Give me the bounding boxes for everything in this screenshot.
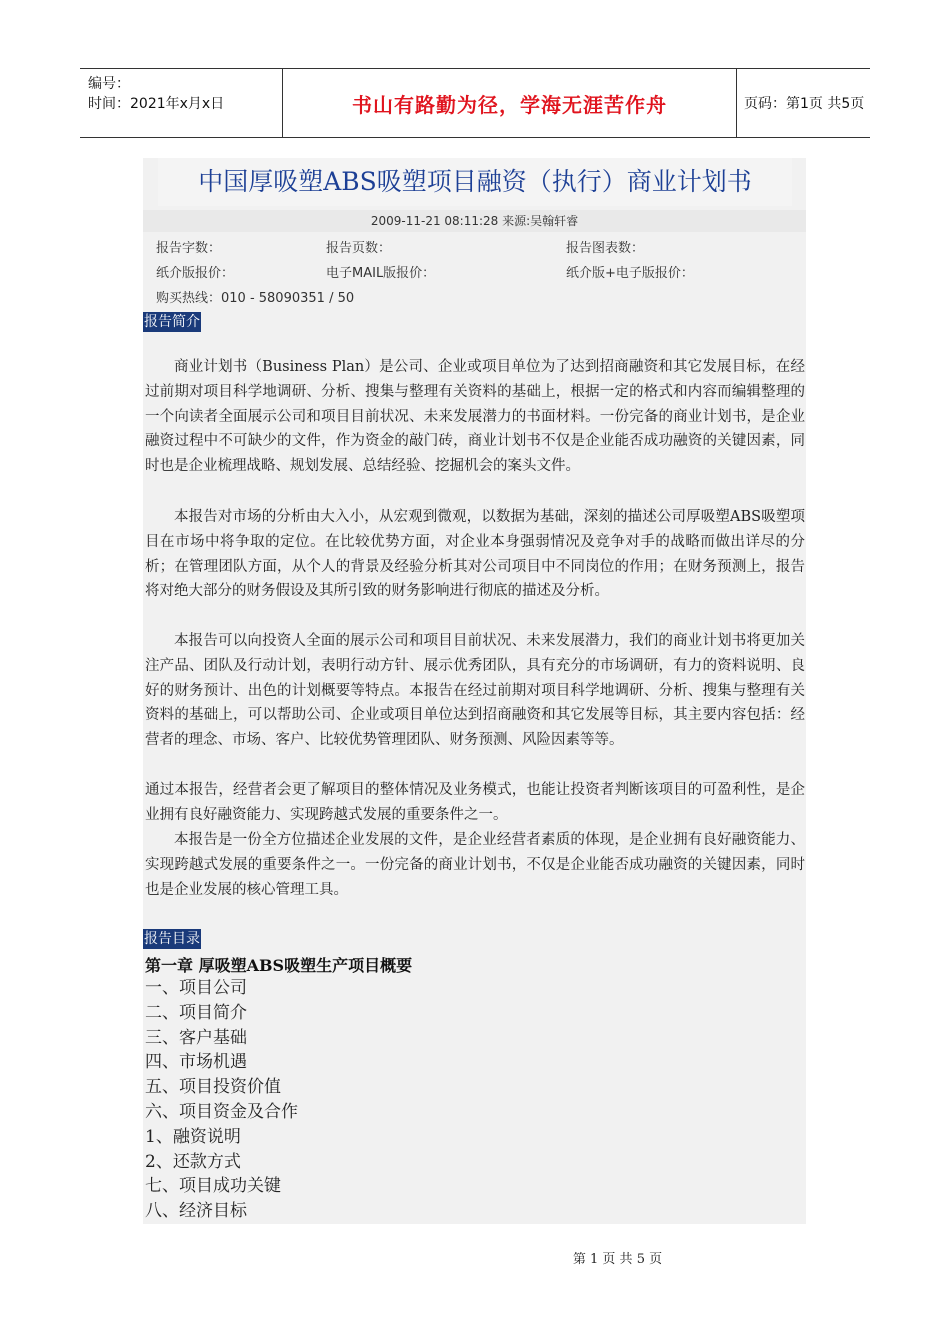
intro-paragraph-3: 本报告可以向投资人全面的展示公司和项目目前状况、未来发展潜力，我们的商业计划书将更加关注产品、团队及行动计划，表明行动方针、展示优秀团队，具有充分的市场调研，有力的资料说明、良好的财务预计、出色的计划概要等特点。本报告在经过前期对项目科学地调研、分析、搜集与整理有关资料的基础上，可以帮助公司、企业或项目单位达到招商融资和其它发展等目标，其主要内容包括：经营者的理念、市场、客户、比较优势管理团队、财务预测、风险因素等等。 <box>145 633 805 749</box>
page-footer: 第 1 页 共 5 页 <box>572 1252 663 1267</box>
chart-count-label: 报告图表数： <box>566 241 645 256</box>
intro-paragraph-4: 通过本报告，经营者会更了解项目的整体情况及业务模式，也能让投资者判断该项目的可盈利性，是企业拥有良好融资能力、实现跨越式发展的重要条件之一。 <box>145 782 805 823</box>
toc-item: 八、经济目标 <box>145 1201 247 1222</box>
publish-meta: 2009-11-21 08:11:28 来源:吴翰轩睿 <box>143 210 806 232</box>
toc-list <box>145 976 298 1224</box>
document-header <box>80 68 870 138</box>
page-info: 页码：第1页 共5页 <box>744 96 865 112</box>
toc-item: 1、融资说明 <box>145 1126 241 1147</box>
toc-item: 二、项目简介 <box>145 1002 247 1023</box>
hotline-label: 购买热线：010 - 58090351 / 50 <box>156 291 355 306</box>
toc-item: 五、项目投资价值 <box>145 1077 281 1098</box>
email-price-label: 电子MAIL版报价： <box>326 266 436 281</box>
header-left-cell <box>80 69 282 137</box>
toc-item: 2、还款方式 <box>145 1151 241 1172</box>
word-count-label: 报告字数： <box>156 241 222 256</box>
header-motto-cell <box>282 69 737 137</box>
intro-paragraph-1: 商业计划书（Business Plan）是公司、企业或项目单位为了达到招商融资和其它发展目标，在经过前期对项目科学地调研、分析、搜集与整理有关资料的基础上，根据一定的格式和内容而编辑整理的一个向读者全面展示公司和项目目前状况、未来发展潜力的书面材料。一份完备的商业计划书，是企业融资过程中不可缺少的文件，作为资金的敲门砖，商业计划书不仅是企业能否成功融资的关键因素，同时也是企业梳理战略、规划发展、总结经验、挖掘机会的案头文件。 <box>145 359 805 475</box>
toc-item: 六、项目资金及合作 <box>145 1101 298 1122</box>
number-label: 编号： <box>88 76 130 92</box>
paper-price-label: 纸介版报价： <box>156 266 235 281</box>
header-page-cell <box>736 69 870 137</box>
toc-item: 七、项目成功关键 <box>145 1176 281 1197</box>
intro-paragraph-5: 本报告是一份全方位描述企业发展的文件，是企业经营者素质的体现，是企业拥有良好融资能力、实现跨越式发展的重要条件之一。一份完备的商业计划书，不仅是企业能否成功融资的关键因素，同时也是企业发展的核心管理工具。 <box>145 832 805 898</box>
page-title: 中国厚吸塑ABS吸塑项目融资（执行）商业计划书 <box>158 158 792 206</box>
toc-item: 三、客户基础 <box>145 1027 247 1048</box>
motto-text: 书山有路勤为径，学海无涯苦作舟 <box>352 92 667 117</box>
time-label: 时间：2021年x月x日 <box>88 96 225 112</box>
toc-section-label: 报告目录 <box>144 931 200 947</box>
chapter-heading: 第一章 厚吸塑ABS吸塑生产项目概要 <box>145 956 413 975</box>
intro-section-label: 报告简介 <box>144 314 200 330</box>
toc-item: 四、市场机遇 <box>145 1052 247 1073</box>
page-count-label: 报告页数： <box>326 241 392 256</box>
toc-item: 一、项目公司 <box>145 978 247 998</box>
both-price-label: 纸介版+电子版报价： <box>566 266 694 281</box>
intro-paragraph-2: 本报告对市场的分析由大入小，从宏观到微观，以数据为基础，深刻的描述公司厚吸塑ABS吸塑项目在市场中将争取的定位。在比较优势方面，对企业本身强弱情况及竞争对手的战略而做出详尽的分析；在管理团队方面，从个人的背景及经验分析其对公司项目中不同岗位的作用；在财务预测上，报告将对绝大部分的财务假设及其所引致的财务影响进行彻底的描述及分析。 <box>145 509 805 600</box>
